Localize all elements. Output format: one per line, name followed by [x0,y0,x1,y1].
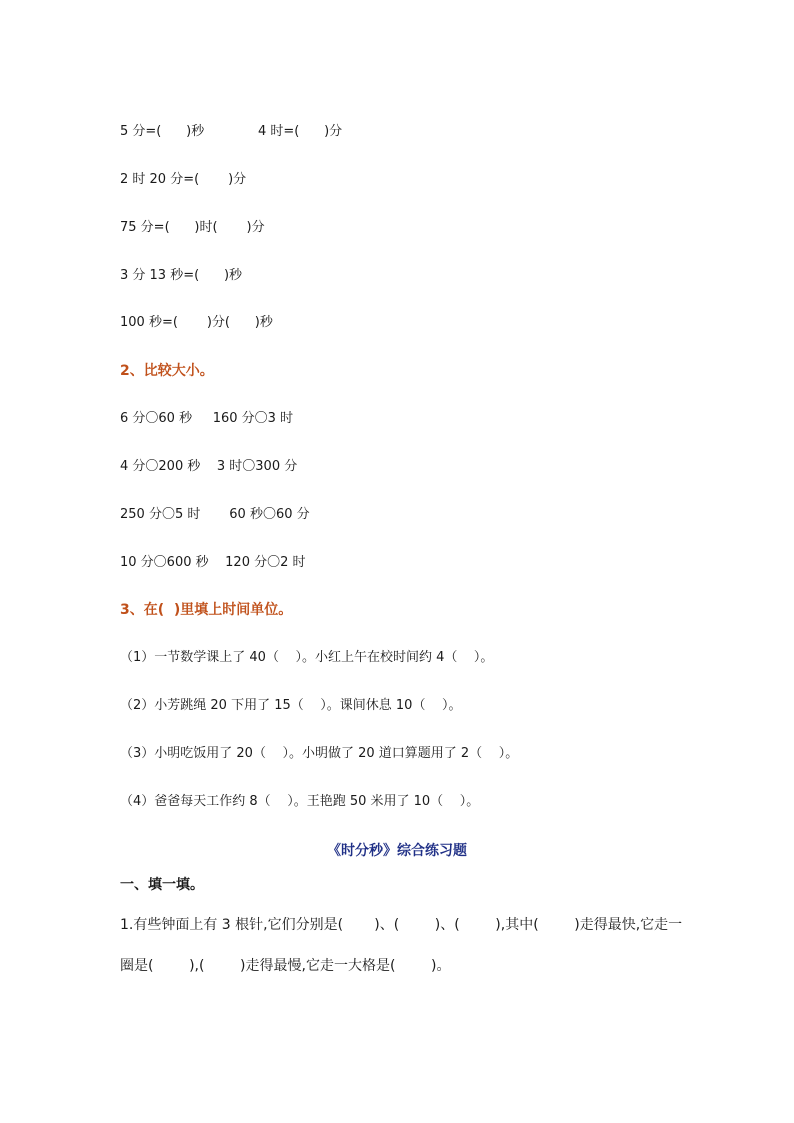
compare-line-4: 10 分〇600 秒 120 分〇2 时 [120,555,306,570]
exercise-title: 《时分秒》综合练习题 [327,843,467,859]
conversion-line-5: 100 秒=( )分( )秒 [120,315,273,330]
units-question-1: （1）一节数学课上了 40（ ）。小红上午在校时间约 4（ ）。 [120,650,494,665]
part-one-heading: 一、填一填。 [120,877,204,893]
compare-line-3: 250 分〇5 时 60 秒〇60 分 [120,507,310,522]
conversion-line-4: 3 分 13 秒=( )秒 [120,268,243,283]
compare-line-1: 6 分〇60 秒 160 分〇3 时 [120,411,294,426]
units-question-4: （4）爸爸每天工作约 8（ ）。王艳跑 50 米用了 10（ ）。 [120,794,480,809]
units-heading: 3、在( )里填上时间单位。 [120,602,293,618]
conversion-line-1: 5 分=( )秒 4 时=( )分 [120,124,343,139]
units-question-2: （2）小芳跳绳 20 下用了 15（ ）。课间休息 10（ ）。 [120,698,462,713]
question-1-line-1: 1.有些钟面上有 3 根针,它们分别是( )、( )、( ),其中( )走得最快,它走一 [120,917,683,933]
conversion-line-2: 2 时 20 分=( )分 [120,172,247,187]
question-1-line-2: 圈是( ),( )走得最慢,它走一大格是( )。 [120,958,451,974]
units-question-3: （3）小明吃饭用了 20（ ）。小明做了 20 道口算题用了 2（ ）。 [120,746,519,761]
conversion-line-3: 75 分=( )时( )分 [120,220,265,235]
compare-heading: 2、比较大小。 [120,363,214,379]
compare-line-2: 4 分〇200 秒 3 时〇300 分 [120,459,298,474]
